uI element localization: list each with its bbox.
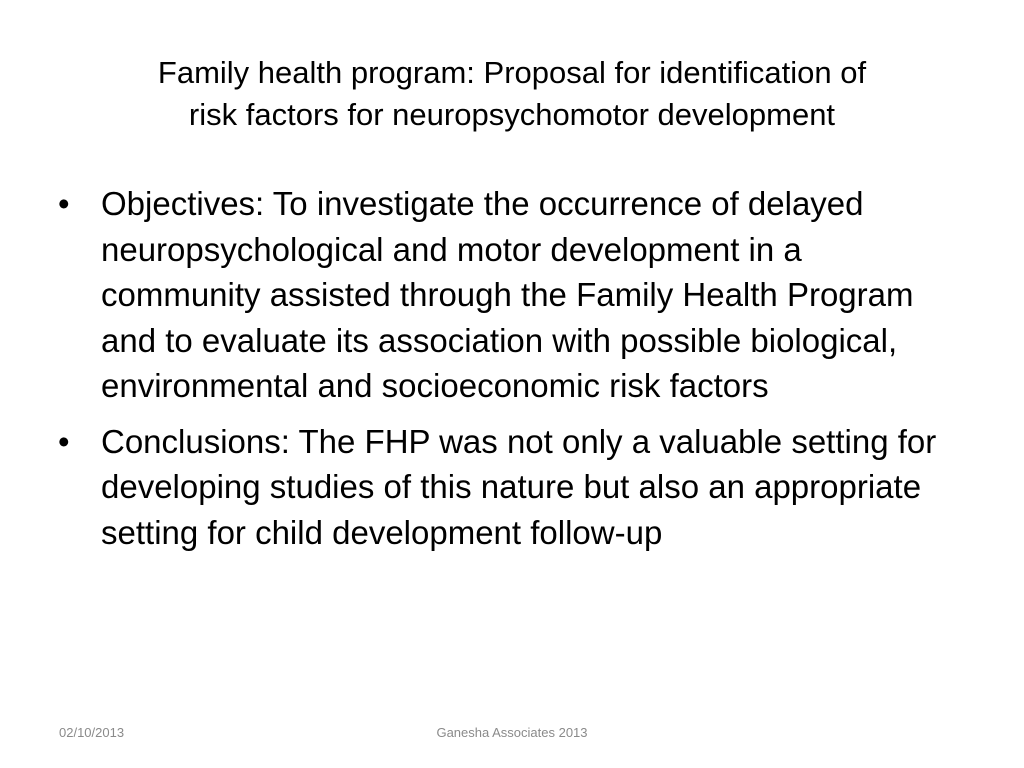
slide-title-line-2: risk factors for neuropsychomotor development [188,97,836,132]
bullet-conclusions-text: Conclusions: The FHP was not only a valuable setting for developing studies of this nature but also an appropriate setting for child development follow-up [101,422,937,551]
bullet-marker: • [58,185,70,222]
slide-title-line-1: Family health program: Proposal for identification of [157,55,867,90]
bullet-list [58,181,968,565]
bullet-objectives-text: Objectives: To investigate the occurrence of delayed neuropsychological and motor development in a community assisted through the Family Health Program and to evaluate its association with possible biological, environmental and socioeconomic risk factors [101,185,914,404]
slide-title [60,52,964,136]
bullet-objectives [58,181,968,409]
footer-center-text: Ganesha Associates 2013 [436,725,588,740]
bullet-marker: • [58,422,70,460]
footer-date: 02/10/2013 [59,725,125,740]
bullet-conclusions [58,419,968,556]
